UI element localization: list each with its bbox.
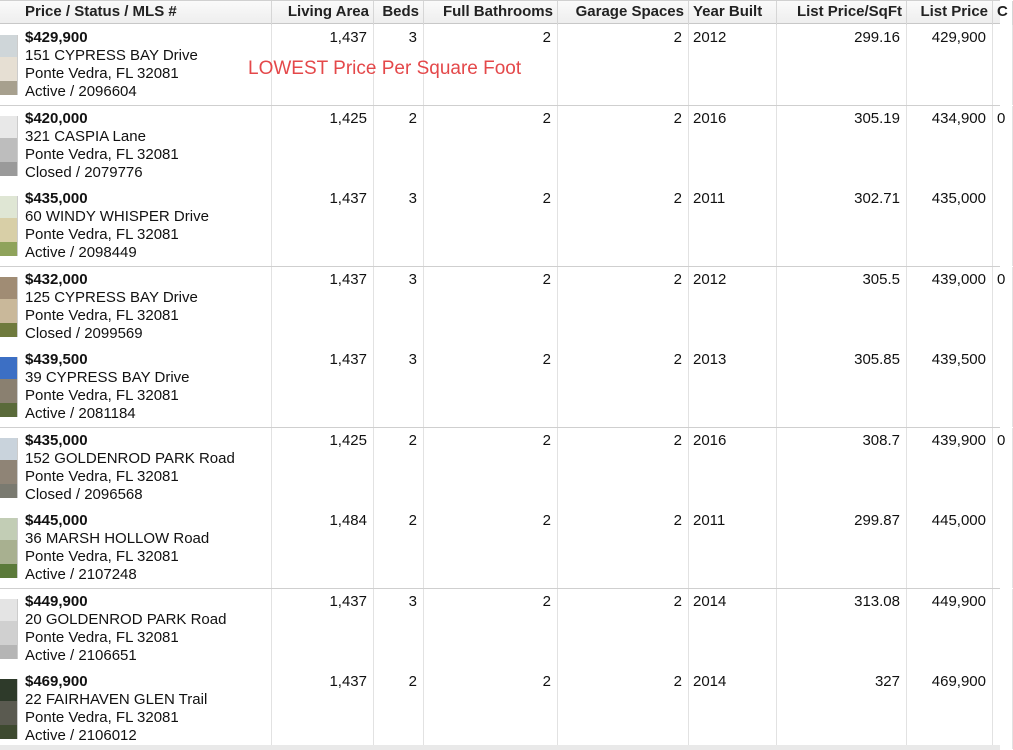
- listing-city: Ponte Vedra, FL 32081: [25, 145, 179, 163]
- full-bathrooms-cell: 2: [424, 589, 558, 669]
- year-built-cell: 2013: [689, 347, 777, 427]
- full-bathrooms-cell: 2: [424, 669, 558, 749]
- table-row[interactable]: [0, 428, 1006, 509]
- col-header-price-status-mls[interactable]: Price / Status / MLS #: [0, 1, 272, 25]
- listing-thumbnail[interactable]: [0, 116, 18, 176]
- living-area-cell: 1,437: [272, 186, 374, 266]
- listing-price[interactable]: $435,000: [25, 431, 88, 449]
- listing-city: Ponte Vedra, FL 32081: [25, 65, 179, 82]
- beds-cell: 2: [374, 106, 424, 186]
- extra-cell: [993, 347, 1013, 427]
- listing-city: Ponte Vedra, FL 32081: [25, 467, 179, 485]
- full-bathrooms-cell: 2: [424, 106, 558, 186]
- living-area-cell: 1,484: [272, 508, 374, 588]
- table-row[interactable]: [0, 669, 1000, 750]
- col-header-list-price[interactable]: List Price: [907, 1, 993, 25]
- list-price-sqft-cell: 299.16: [777, 25, 907, 105]
- living-area-cell: 1,437: [272, 669, 374, 749]
- beds-cell: 3: [374, 186, 424, 266]
- list-price-cell: 439,900: [907, 428, 993, 508]
- listing-status-mls: Active / 2098449: [25, 244, 137, 261]
- listing-summary: [21, 267, 272, 347]
- full-bathrooms-cell: 2: [424, 25, 558, 105]
- extra-cell: [993, 508, 1013, 588]
- living-area-cell: 1,437: [272, 347, 374, 427]
- listing-status-mls: Closed / 2099569: [25, 324, 143, 342]
- garage-spaces-cell: 2: [558, 347, 689, 427]
- listing-thumbnail[interactable]: [0, 357, 18, 417]
- list-price-cell: 434,900: [907, 106, 993, 186]
- garage-spaces-cell: 2: [558, 25, 689, 105]
- year-built-cell: 2016: [689, 428, 777, 508]
- listing-street[interactable]: 151 CYPRESS BAY Drive: [25, 47, 198, 64]
- listing-summary: [21, 508, 272, 588]
- listing-price[interactable]: $445,000: [25, 512, 88, 529]
- listing-price[interactable]: $469,900: [25, 673, 88, 690]
- full-bathrooms-cell: 2: [424, 186, 558, 266]
- listing-summary: [21, 25, 272, 105]
- col-header-garage-spaces[interactable]: Garage Spaces: [558, 1, 689, 25]
- extra-cell: [993, 669, 1013, 749]
- list-price-sqft-cell: 305.19: [777, 106, 907, 186]
- list-price-cell: 449,900: [907, 589, 993, 669]
- listing-summary: [21, 428, 272, 508]
- extra-cell: 0: [993, 106, 1013, 186]
- living-area-cell: 1,425: [272, 428, 374, 508]
- year-built-cell: 2011: [689, 186, 777, 266]
- table-row[interactable]: [0, 347, 1000, 428]
- listing-street[interactable]: 125 CYPRESS BAY Drive: [25, 288, 198, 306]
- full-bathrooms-cell: 2: [424, 267, 558, 347]
- beds-cell: 3: [374, 589, 424, 669]
- extra-cell: 0: [993, 428, 1013, 508]
- listing-price[interactable]: $449,900: [25, 592, 88, 610]
- list-price-sqft-cell: 327: [777, 669, 907, 749]
- listing-thumbnail[interactable]: [0, 277, 18, 337]
- listing-summary: [21, 589, 272, 669]
- listing-price[interactable]: $435,000: [25, 190, 88, 207]
- listing-summary: [21, 347, 272, 427]
- year-built-cell: 2011: [689, 508, 777, 588]
- listing-price[interactable]: $432,000: [25, 270, 88, 288]
- listing-thumbnail[interactable]: [0, 518, 18, 578]
- listing-status-mls: Active / 2106651: [25, 646, 137, 664]
- listing-price[interactable]: $439,500: [25, 351, 88, 368]
- year-built-cell: 2014: [689, 669, 777, 749]
- beds-cell: 2: [374, 508, 424, 588]
- garage-spaces-cell: 2: [558, 267, 689, 347]
- list-price-cell: 435,000: [907, 186, 993, 266]
- listing-status-mls: Closed / 2096568: [25, 485, 143, 503]
- living-area-cell: 1,437: [272, 25, 374, 105]
- listing-summary: [21, 186, 272, 266]
- listing-thumbnail[interactable]: [0, 438, 18, 498]
- listing-street[interactable]: 60 WINDY WHISPER Drive: [25, 208, 209, 225]
- list-price-sqft-cell: 308.7: [777, 428, 907, 508]
- col-header-list-price-sqft[interactable]: List Price/SqFt: [777, 1, 907, 25]
- extra-cell: [993, 25, 1013, 105]
- listing-summary: [21, 106, 272, 186]
- listing-price[interactable]: $420,000: [25, 109, 88, 127]
- listing-status-mls: Closed / 2079776: [25, 163, 143, 181]
- beds-cell: 2: [374, 669, 424, 749]
- beds-cell: 3: [374, 267, 424, 347]
- horizontal-scrollbar[interactable]: [0, 745, 1000, 750]
- garage-spaces-cell: 2: [558, 186, 689, 266]
- col-header-beds[interactable]: Beds: [374, 1, 424, 25]
- beds-cell: 3: [374, 25, 424, 105]
- listing-street[interactable]: 152 GOLDENROD PARK Road: [25, 449, 235, 467]
- listing-thumbnail[interactable]: [0, 196, 18, 256]
- list-price-sqft-cell: 302.71: [777, 186, 907, 266]
- listing-status-mls: Active / 2081184: [25, 405, 136, 422]
- listing-street[interactable]: 22 FAIRHAVEN GLEN Trail: [25, 691, 208, 708]
- listing-city: Ponte Vedra, FL 32081: [25, 306, 179, 324]
- garage-spaces-cell: 2: [558, 106, 689, 186]
- living-area-cell: 1,425: [272, 106, 374, 186]
- listing-status-mls: Active / 2096604: [25, 83, 137, 100]
- beds-cell: 3: [374, 347, 424, 427]
- list-price-sqft-cell: 305.85: [777, 347, 907, 427]
- listing-city: Ponte Vedra, FL 32081: [25, 548, 179, 565]
- col-header-full-bathrooms[interactable]: Full Bathrooms: [424, 1, 558, 25]
- list-price-cell: 429,900: [907, 25, 993, 105]
- col-header-living-area[interactable]: Living Area: [272, 1, 374, 25]
- listing-street[interactable]: 36 MARSH HOLLOW Road: [25, 530, 210, 547]
- col-header-extra[interactable]: C: [993, 1, 1013, 25]
- year-built-cell: 2014: [689, 589, 777, 669]
- beds-cell: 2: [374, 428, 424, 508]
- year-built-cell: 2012: [689, 267, 777, 347]
- table-header: [0, 0, 1008, 24]
- listing-street[interactable]: 321 CASPIA Lane: [25, 127, 146, 145]
- garage-spaces-cell: 2: [558, 428, 689, 508]
- extra-cell: [993, 186, 1013, 266]
- list-price-cell: 445,000: [907, 508, 993, 588]
- table-row[interactable]: [0, 589, 1000, 670]
- listing-city: Ponte Vedra, FL 32081: [25, 709, 179, 726]
- listing-thumbnail[interactable]: [0, 35, 18, 95]
- table-row[interactable]: [0, 508, 1000, 589]
- listing-thumbnail[interactable]: [0, 679, 18, 739]
- list-price-cell: 469,900: [907, 669, 993, 749]
- year-built-cell: 2016: [689, 106, 777, 186]
- listing-street[interactable]: 20 GOLDENROD PARK Road: [25, 610, 227, 628]
- garage-spaces-cell: 2: [558, 589, 689, 669]
- listing-street[interactable]: 39 CYPRESS BAY Drive: [25, 369, 190, 386]
- list-price-sqft-cell: 299.87: [777, 508, 907, 588]
- garage-spaces-cell: 2: [558, 669, 689, 749]
- table-row[interactable]: [0, 267, 1006, 348]
- living-area-cell: 1,437: [272, 589, 374, 669]
- garage-spaces-cell: 2: [558, 508, 689, 588]
- list-price-sqft-cell: 313.08: [777, 589, 907, 669]
- listing-status-mls: Active / 2106012: [25, 727, 137, 744]
- listing-city: Ponte Vedra, FL 32081: [25, 628, 179, 646]
- extra-cell: 0: [993, 267, 1013, 347]
- list-price-cell: 439,500: [907, 347, 993, 427]
- list-price-cell: 439,000: [907, 267, 993, 347]
- table-row[interactable]: [0, 186, 1000, 267]
- full-bathrooms-cell: 2: [424, 508, 558, 588]
- listing-city: Ponte Vedra, FL 32081: [25, 226, 179, 243]
- full-bathrooms-cell: 2: [424, 428, 558, 508]
- col-header-year-built[interactable]: Year Built: [689, 1, 777, 25]
- table-row[interactable]: [0, 106, 1006, 187]
- extra-cell: [993, 589, 1013, 669]
- listing-price[interactable]: $429,900: [25, 29, 88, 46]
- annotation-label: LOWEST Price Per Square Foot: [248, 58, 522, 79]
- listing-status-mls: Active / 2107248: [25, 566, 137, 583]
- list-price-sqft-cell: 305.5: [777, 267, 907, 347]
- year-built-cell: 2012: [689, 25, 777, 105]
- listing-thumbnail[interactable]: [0, 599, 18, 659]
- listing-city: Ponte Vedra, FL 32081: [25, 387, 179, 404]
- listing-summary: [21, 669, 272, 749]
- living-area-cell: 1,437: [272, 267, 374, 347]
- full-bathrooms-cell: 2: [424, 347, 558, 427]
